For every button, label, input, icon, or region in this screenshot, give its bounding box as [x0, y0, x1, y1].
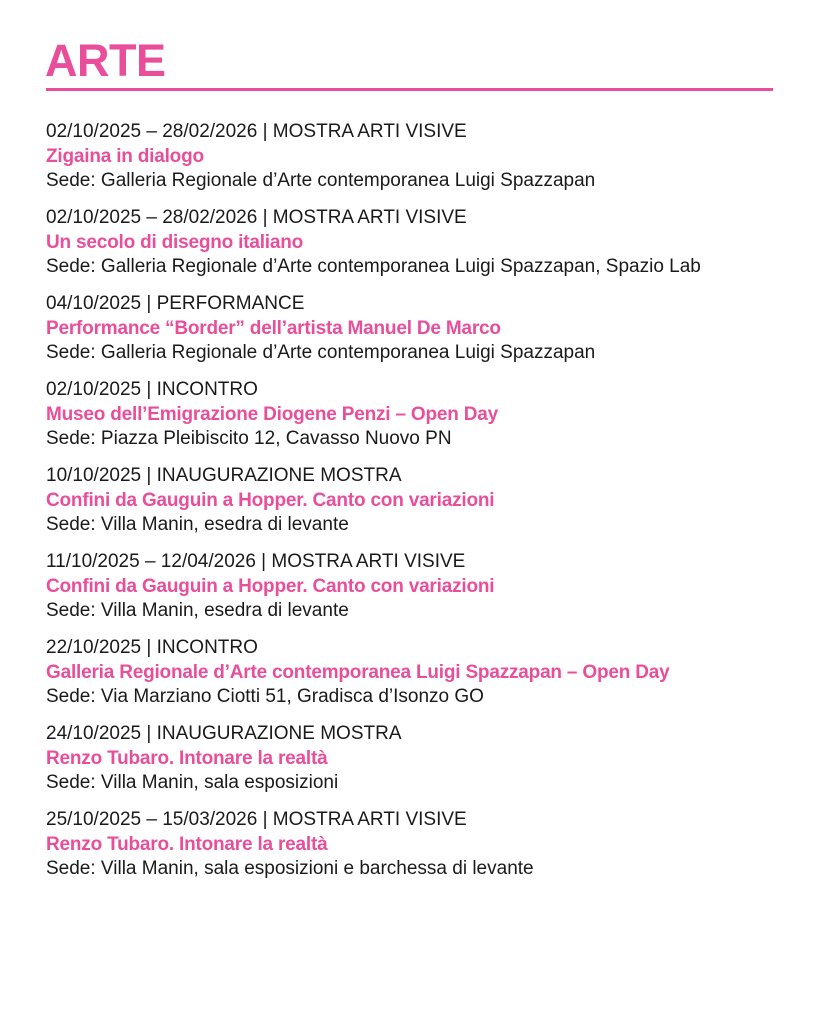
event-title: Confini da Gauguin a Hopper. Canto con variazioni [46, 575, 495, 597]
event-title: Un secolo di disegno italiano [46, 231, 304, 253]
event-title: Renzo Tubaro. Intonare la realtà [46, 747, 328, 769]
event-venue: Sede: Villa Manin, esedra di levante [46, 514, 349, 535]
event-list [46, 120, 806, 894]
event-date-type: 02/10/2025 – 28/02/2026 | MOSTRA ARTI VISIVE [46, 207, 467, 228]
event-item [46, 636, 806, 710]
event-item [46, 464, 806, 538]
event-venue: Sede: Via Marziano Ciotti 51, Gradisca d’Isonzo GO [46, 686, 484, 707]
event-venue: Sede: Villa Manin, sala esposizioni e barchessa di levante [46, 858, 534, 879]
title-divider [46, 88, 773, 91]
event-date-type: 10/10/2025 | INAUGURAZIONE MOSTRA [46, 465, 402, 486]
event-item [46, 808, 806, 882]
event-title: Zigaina in dialogo [46, 145, 204, 167]
event-date-type: 11/10/2025 – 12/04/2026 | MOSTRA ARTI VISIVE [46, 551, 466, 572]
event-date-type: 02/10/2025 – 28/02/2026 | MOSTRA ARTI VISIVE [46, 121, 467, 142]
event-venue: Sede: Galleria Regionale d’Arte contemporanea Luigi Spazzapan [46, 170, 596, 191]
event-date-type: 22/10/2025 | INCONTRO [46, 637, 258, 658]
event-venue: Sede: Galleria Regionale d’Arte contemporanea Luigi Spazzapan, Spazio Lab [46, 256, 701, 277]
event-title: Museo dell’Emigrazione Diogene Penzi – Open Day [46, 403, 498, 425]
event-title: Galleria Regionale d’Arte contemporanea Luigi Spazzapan – Open Day [46, 661, 670, 683]
event-item [46, 378, 806, 452]
event-item [46, 292, 806, 366]
event-item [46, 206, 806, 280]
event-venue: Sede: Villa Manin, esedra di levante [46, 600, 349, 621]
event-title: Performance “Border” dell’artista Manuel De Marco [46, 317, 501, 339]
event-item [46, 722, 806, 796]
page-title: ARTE [45, 35, 166, 86]
event-item [46, 550, 806, 624]
event-venue: Sede: Galleria Regionale d’Arte contemporanea Luigi Spazzapan [46, 342, 596, 363]
event-venue: Sede: Piazza Pleibiscito 12, Cavasso Nuovo PN [46, 428, 452, 449]
event-date-type: 25/10/2025 – 15/03/2026 | MOSTRA ARTI VISIVE [46, 809, 467, 830]
event-date-type: 02/10/2025 | INCONTRO [46, 379, 258, 400]
event-item [46, 120, 806, 194]
event-title: Renzo Tubaro. Intonare la realtà [46, 833, 328, 855]
event-date-type: 04/10/2025 | PERFORMANCE [46, 293, 305, 314]
event-date-type: 24/10/2025 | INAUGURAZIONE MOSTRA [46, 723, 402, 744]
event-title: Confini da Gauguin a Hopper. Canto con variazioni [46, 489, 495, 511]
event-venue: Sede: Villa Manin, sala esposizioni [46, 772, 339, 793]
